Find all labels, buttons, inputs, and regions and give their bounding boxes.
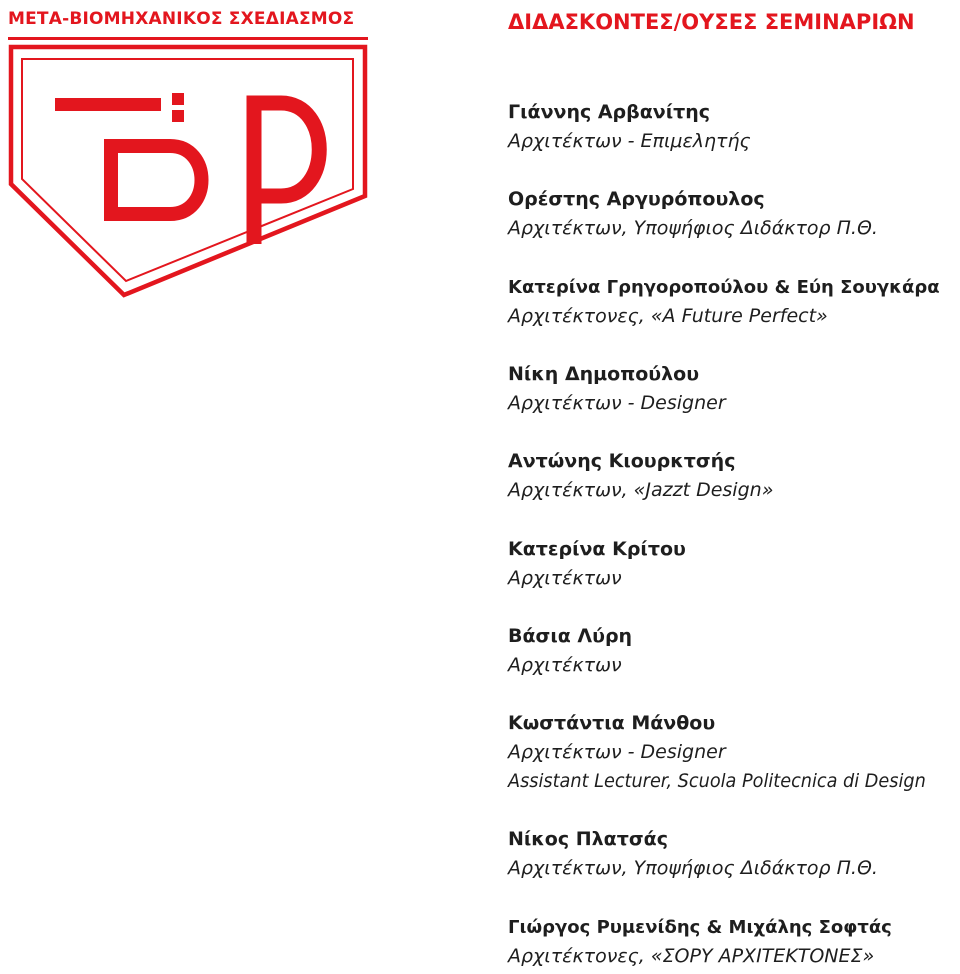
instructor-name: Γιώργος Ρυμενίδης & Μιχάλης Σοφτάς <box>508 917 892 938</box>
instructor-role: Αρχιτέκτονες, «A Future Perfect» <box>508 305 828 327</box>
instructor-entry <box>508 447 773 505</box>
instructor-name: Κωστάντια Μάνθου <box>508 712 716 734</box>
instructor-role: Αρχιτέκτων - Designer <box>508 741 726 763</box>
instructor-entry <box>508 622 632 680</box>
instructor-name: Νίκος Πλατσάς <box>508 828 668 850</box>
instructor-role: Αρχιτέκτων - Επιμελητής <box>508 130 751 152</box>
instructor-entry <box>508 185 878 243</box>
instructor-entry <box>508 98 751 156</box>
instructor-name: Αντώνης Κιουρκτσής <box>508 450 736 472</box>
instructor-entry <box>508 709 957 796</box>
instructor-role: Αρχιτέκτονες, «ΣΟΡΥ ΑΡΧΙΤΕΚΤΟΝΕΣ» <box>508 945 875 967</box>
instructor-role: Αρχιτέκτων <box>508 654 622 676</box>
instructor-role: Αρχιτέκτων <box>508 567 622 589</box>
instructor-entry <box>508 825 878 883</box>
instructor-role: Αρχιτέκτων, Υποψήφιος Διδάκτορ Π.Θ. <box>508 857 878 879</box>
page-heading: ΔΙΔΑΣΚΟΝΤΕΣ/ΟΥΣΕΣ ΣΕΜΙΝΑΡΙΩΝ <box>508 10 915 34</box>
instructor-name: Κατερίνα Κρίτου <box>508 538 686 560</box>
instructor-role: Αρχιτέκτων, «Jazzt Design» <box>508 479 774 501</box>
instructor-role: Assistant Lecturer, Scuola Politecnica di Design <box>508 770 926 792</box>
instructor-name: Ορέστης Αργυρόπουλος <box>508 188 765 210</box>
instructor-entry <box>508 535 686 593</box>
instructor-entry <box>508 360 726 418</box>
pd-logo-icon <box>8 44 370 298</box>
instructor-role: Αρχιτέκτων, Υποψήφιος Διδάκτορ Π.Θ. <box>508 217 878 239</box>
instructor-entry <box>508 273 940 331</box>
instructor-name: Νίκη Δημοπούλου <box>508 363 700 385</box>
brand-underline <box>8 37 368 40</box>
brand-title: ΜΕΤΑ-ΒΙΟΜΗΧΑΝΙΚΟΣ ΣΧΕΔΙΑΣΜΟΣ <box>8 9 355 29</box>
instructor-name: Βάσια Λύρη <box>508 625 633 647</box>
instructor-name: Κατερίνα Γρηγοροπούλου & Εύη Σουγκάρα <box>508 277 940 298</box>
instructor-role: Αρχιτέκτων - Designer <box>508 392 726 414</box>
instructor-name: Γιάννης Αρβανίτης <box>508 101 711 123</box>
instructor-entry <box>508 913 892 971</box>
